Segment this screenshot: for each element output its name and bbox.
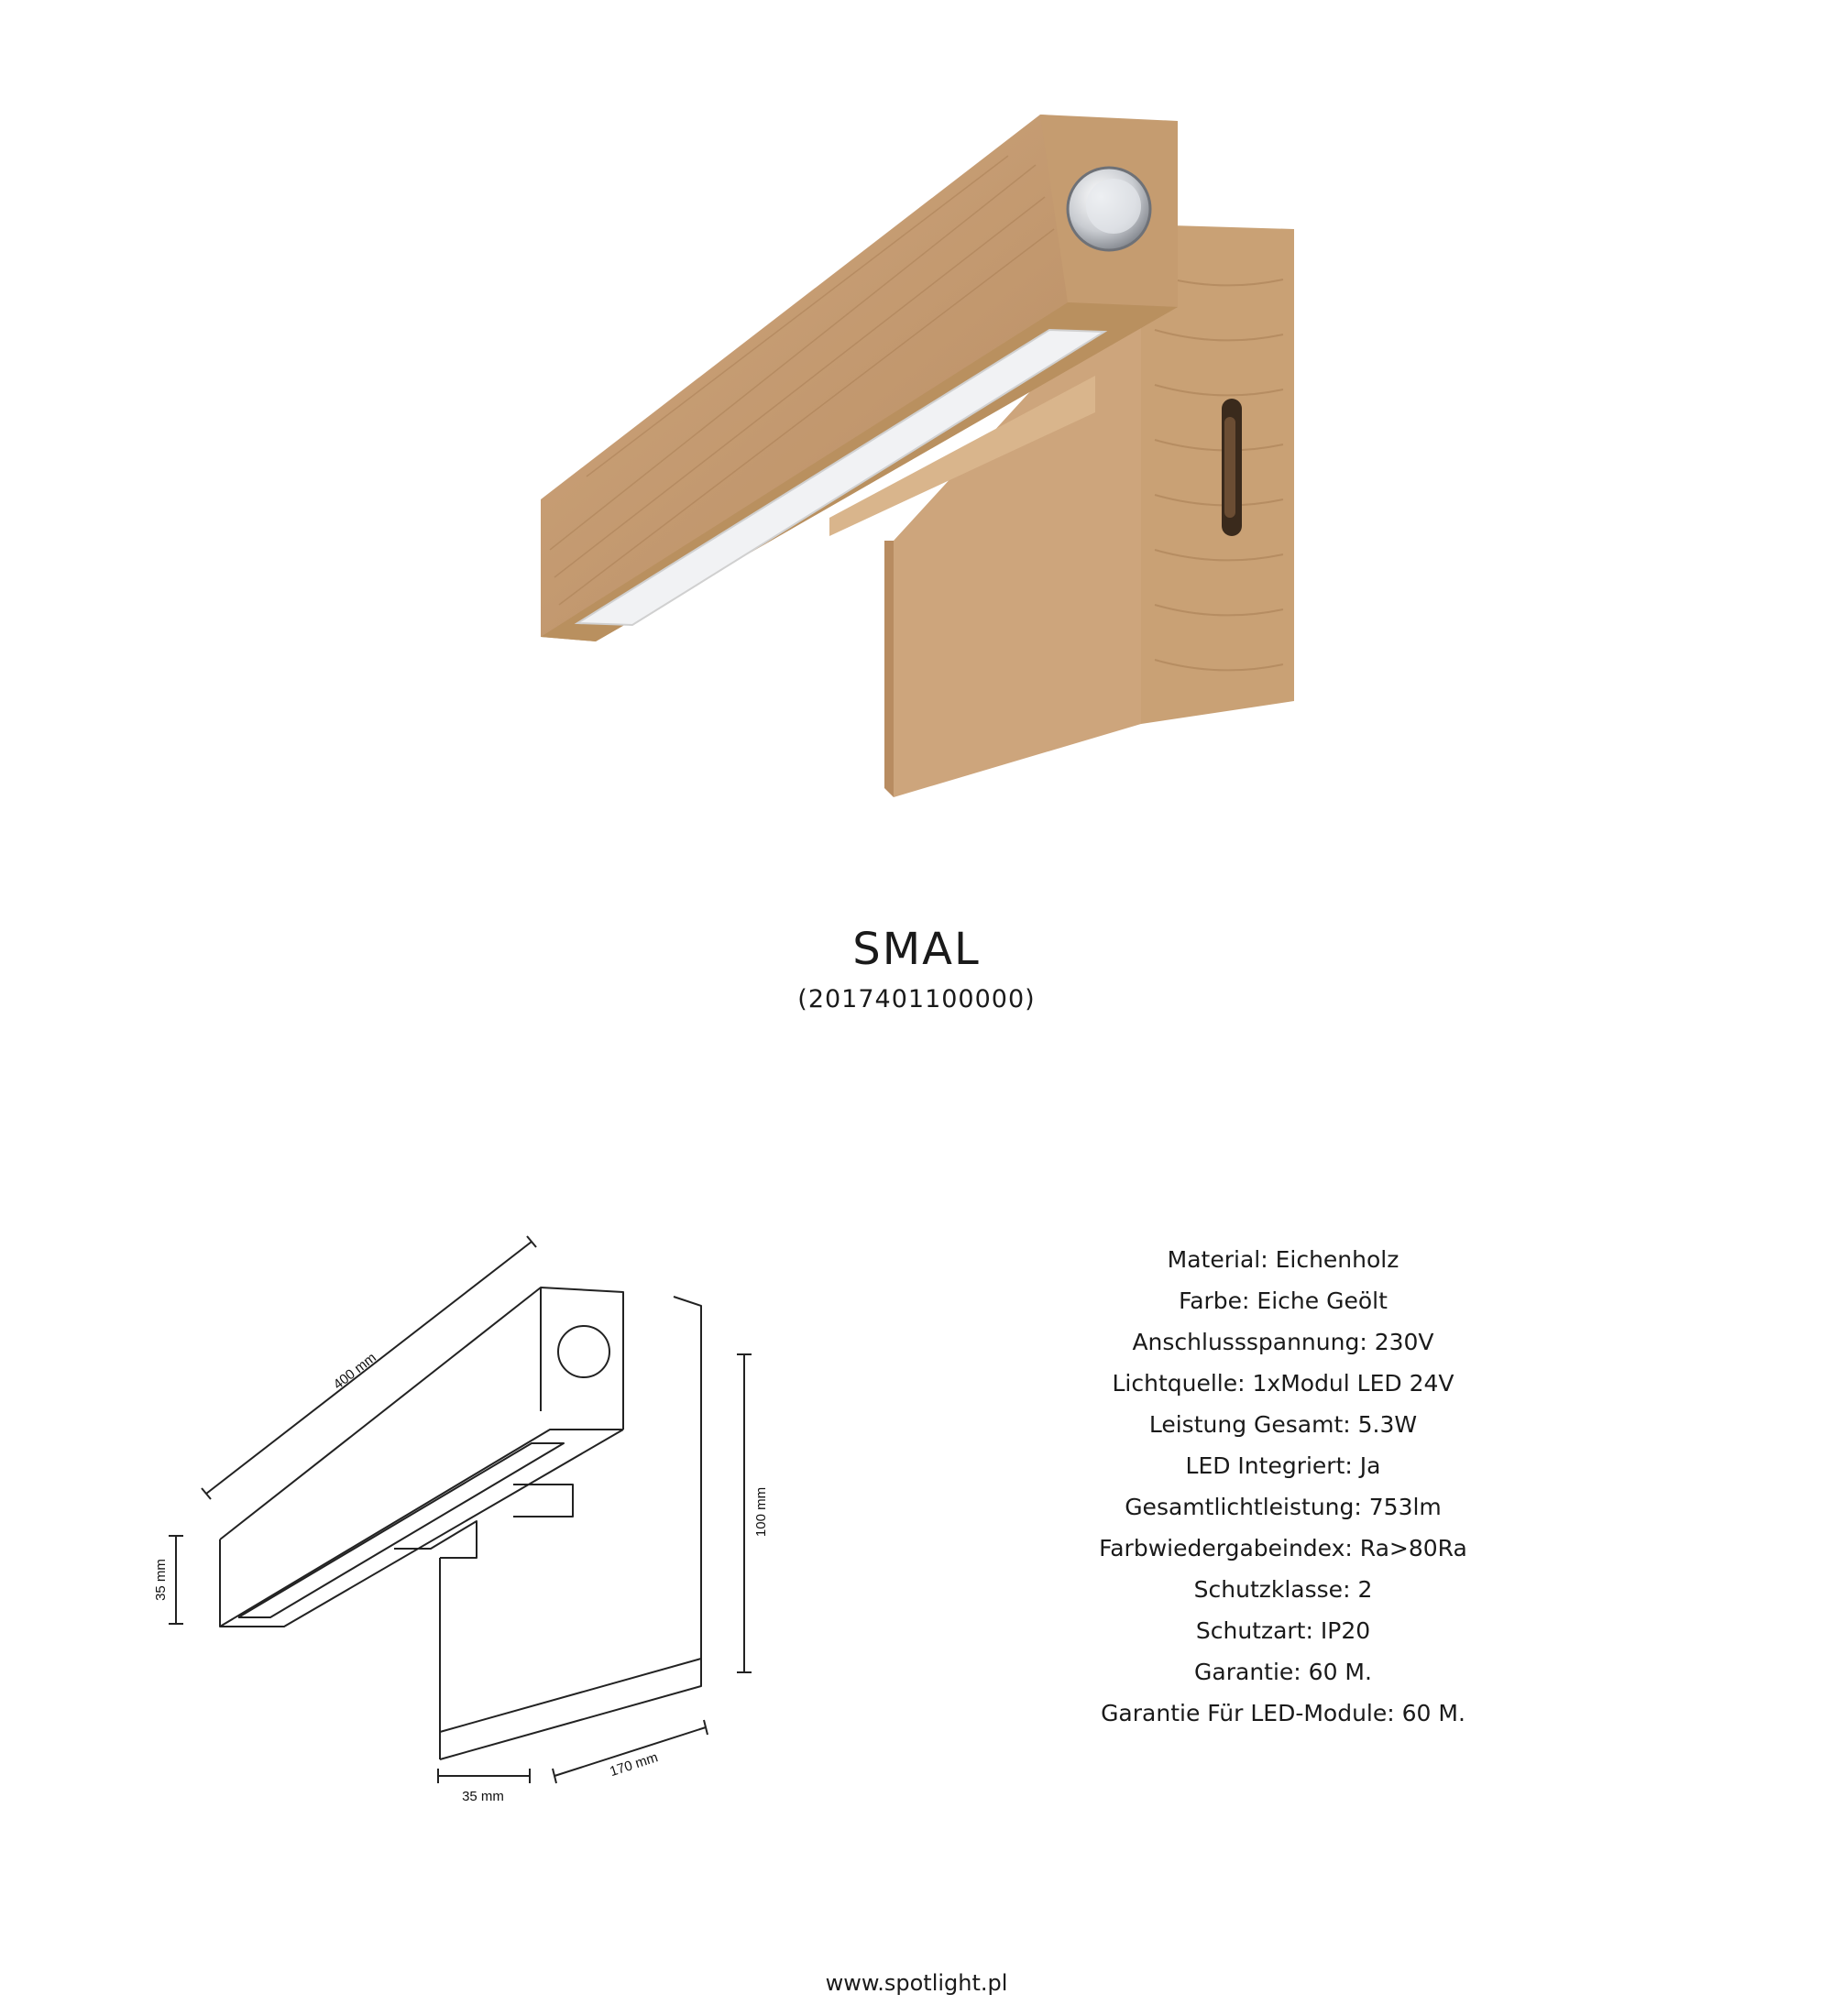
dimension-drawing	[128, 1219, 862, 1824]
spec-label: Material	[1167, 1246, 1261, 1273]
spec-value: 60 M.	[1308, 1659, 1372, 1685]
spec-value: IP20	[1320, 1617, 1371, 1644]
spec-item: Leistung Gesamt: 5.3W	[1148, 1411, 1418, 1438]
spec-value: 5.3W	[1357, 1411, 1418, 1438]
spec-label: Schutzart	[1195, 1617, 1306, 1644]
spec-label: LED Integriert	[1185, 1452, 1345, 1479]
spec-value: 230V	[1374, 1329, 1434, 1355]
base-left-face	[884, 541, 894, 797]
dim-base-width-label: 35 mm	[462, 1789, 504, 1804]
footer-url: www.spotlight.pl	[825, 1970, 1008, 1996]
spec-item: Garantie: 60 M.	[1194, 1659, 1372, 1685]
dim-arm-thickness-label: 35 mm	[153, 1559, 169, 1601]
spec-value: 2	[1357, 1576, 1373, 1603]
spec-value: Ja	[1359, 1452, 1381, 1479]
spec-item: Gesamtlichtleistung: 753lm	[1125, 1494, 1442, 1520]
spec-item: Lichtquelle: 1xModul LED 24V	[1112, 1370, 1454, 1397]
spec-item: Farbwiedergabeindex: Ra>80Ra	[1099, 1535, 1467, 1561]
spec-item: LED Integriert: Ja	[1185, 1452, 1381, 1479]
spec-item: Schutzart: IP20	[1195, 1617, 1371, 1644]
spec-value: 60 M.	[1401, 1700, 1465, 1726]
spec-label: Anschlussspannung	[1132, 1329, 1360, 1355]
spec-label: Farbe	[1179, 1287, 1243, 1314]
product-name: SMAL	[852, 924, 981, 975]
spec-label: Schutzklasse	[1193, 1576, 1344, 1603]
spec-label: Garantie Für LED-Module	[1101, 1700, 1388, 1726]
spec-label: Farbwiedergabeindex	[1099, 1535, 1345, 1561]
spec-label: Gesamtlichtleistung	[1125, 1494, 1355, 1520]
product-code: (2017401100000)	[797, 985, 1036, 1013]
spec-item: Material: Eichenholz	[1167, 1246, 1399, 1273]
spec-item: Anschlussspannung: 230V	[1132, 1329, 1434, 1355]
spec-value: Eiche Geölt	[1257, 1287, 1388, 1314]
spec-value: Ra>80Ra	[1359, 1535, 1467, 1561]
spec-label: Lichtquelle	[1112, 1370, 1238, 1397]
switch-rocker	[1224, 417, 1235, 518]
dim-length-label: 400 mm	[330, 1350, 379, 1393]
spec-item: Farbe: Eiche Geölt	[1179, 1287, 1388, 1314]
spec-list	[1008, 1239, 1558, 1734]
spec-label: Leistung Gesamt	[1148, 1411, 1344, 1438]
spec-value: 753lm	[1368, 1494, 1442, 1520]
spec-value: 1xModul LED 24V	[1252, 1370, 1454, 1397]
product-photo	[513, 92, 1320, 825]
spec-item: Garantie Für LED-Module: 60 M.	[1101, 1700, 1465, 1726]
dim-height-label: 100 mm	[753, 1486, 769, 1538]
spec-label: Garantie	[1194, 1659, 1294, 1685]
spec-item: Schutzklasse: 2	[1193, 1576, 1373, 1603]
dim-depth-label: 170 mm	[608, 1749, 661, 1780]
spec-value: Eichenholz	[1275, 1246, 1399, 1273]
